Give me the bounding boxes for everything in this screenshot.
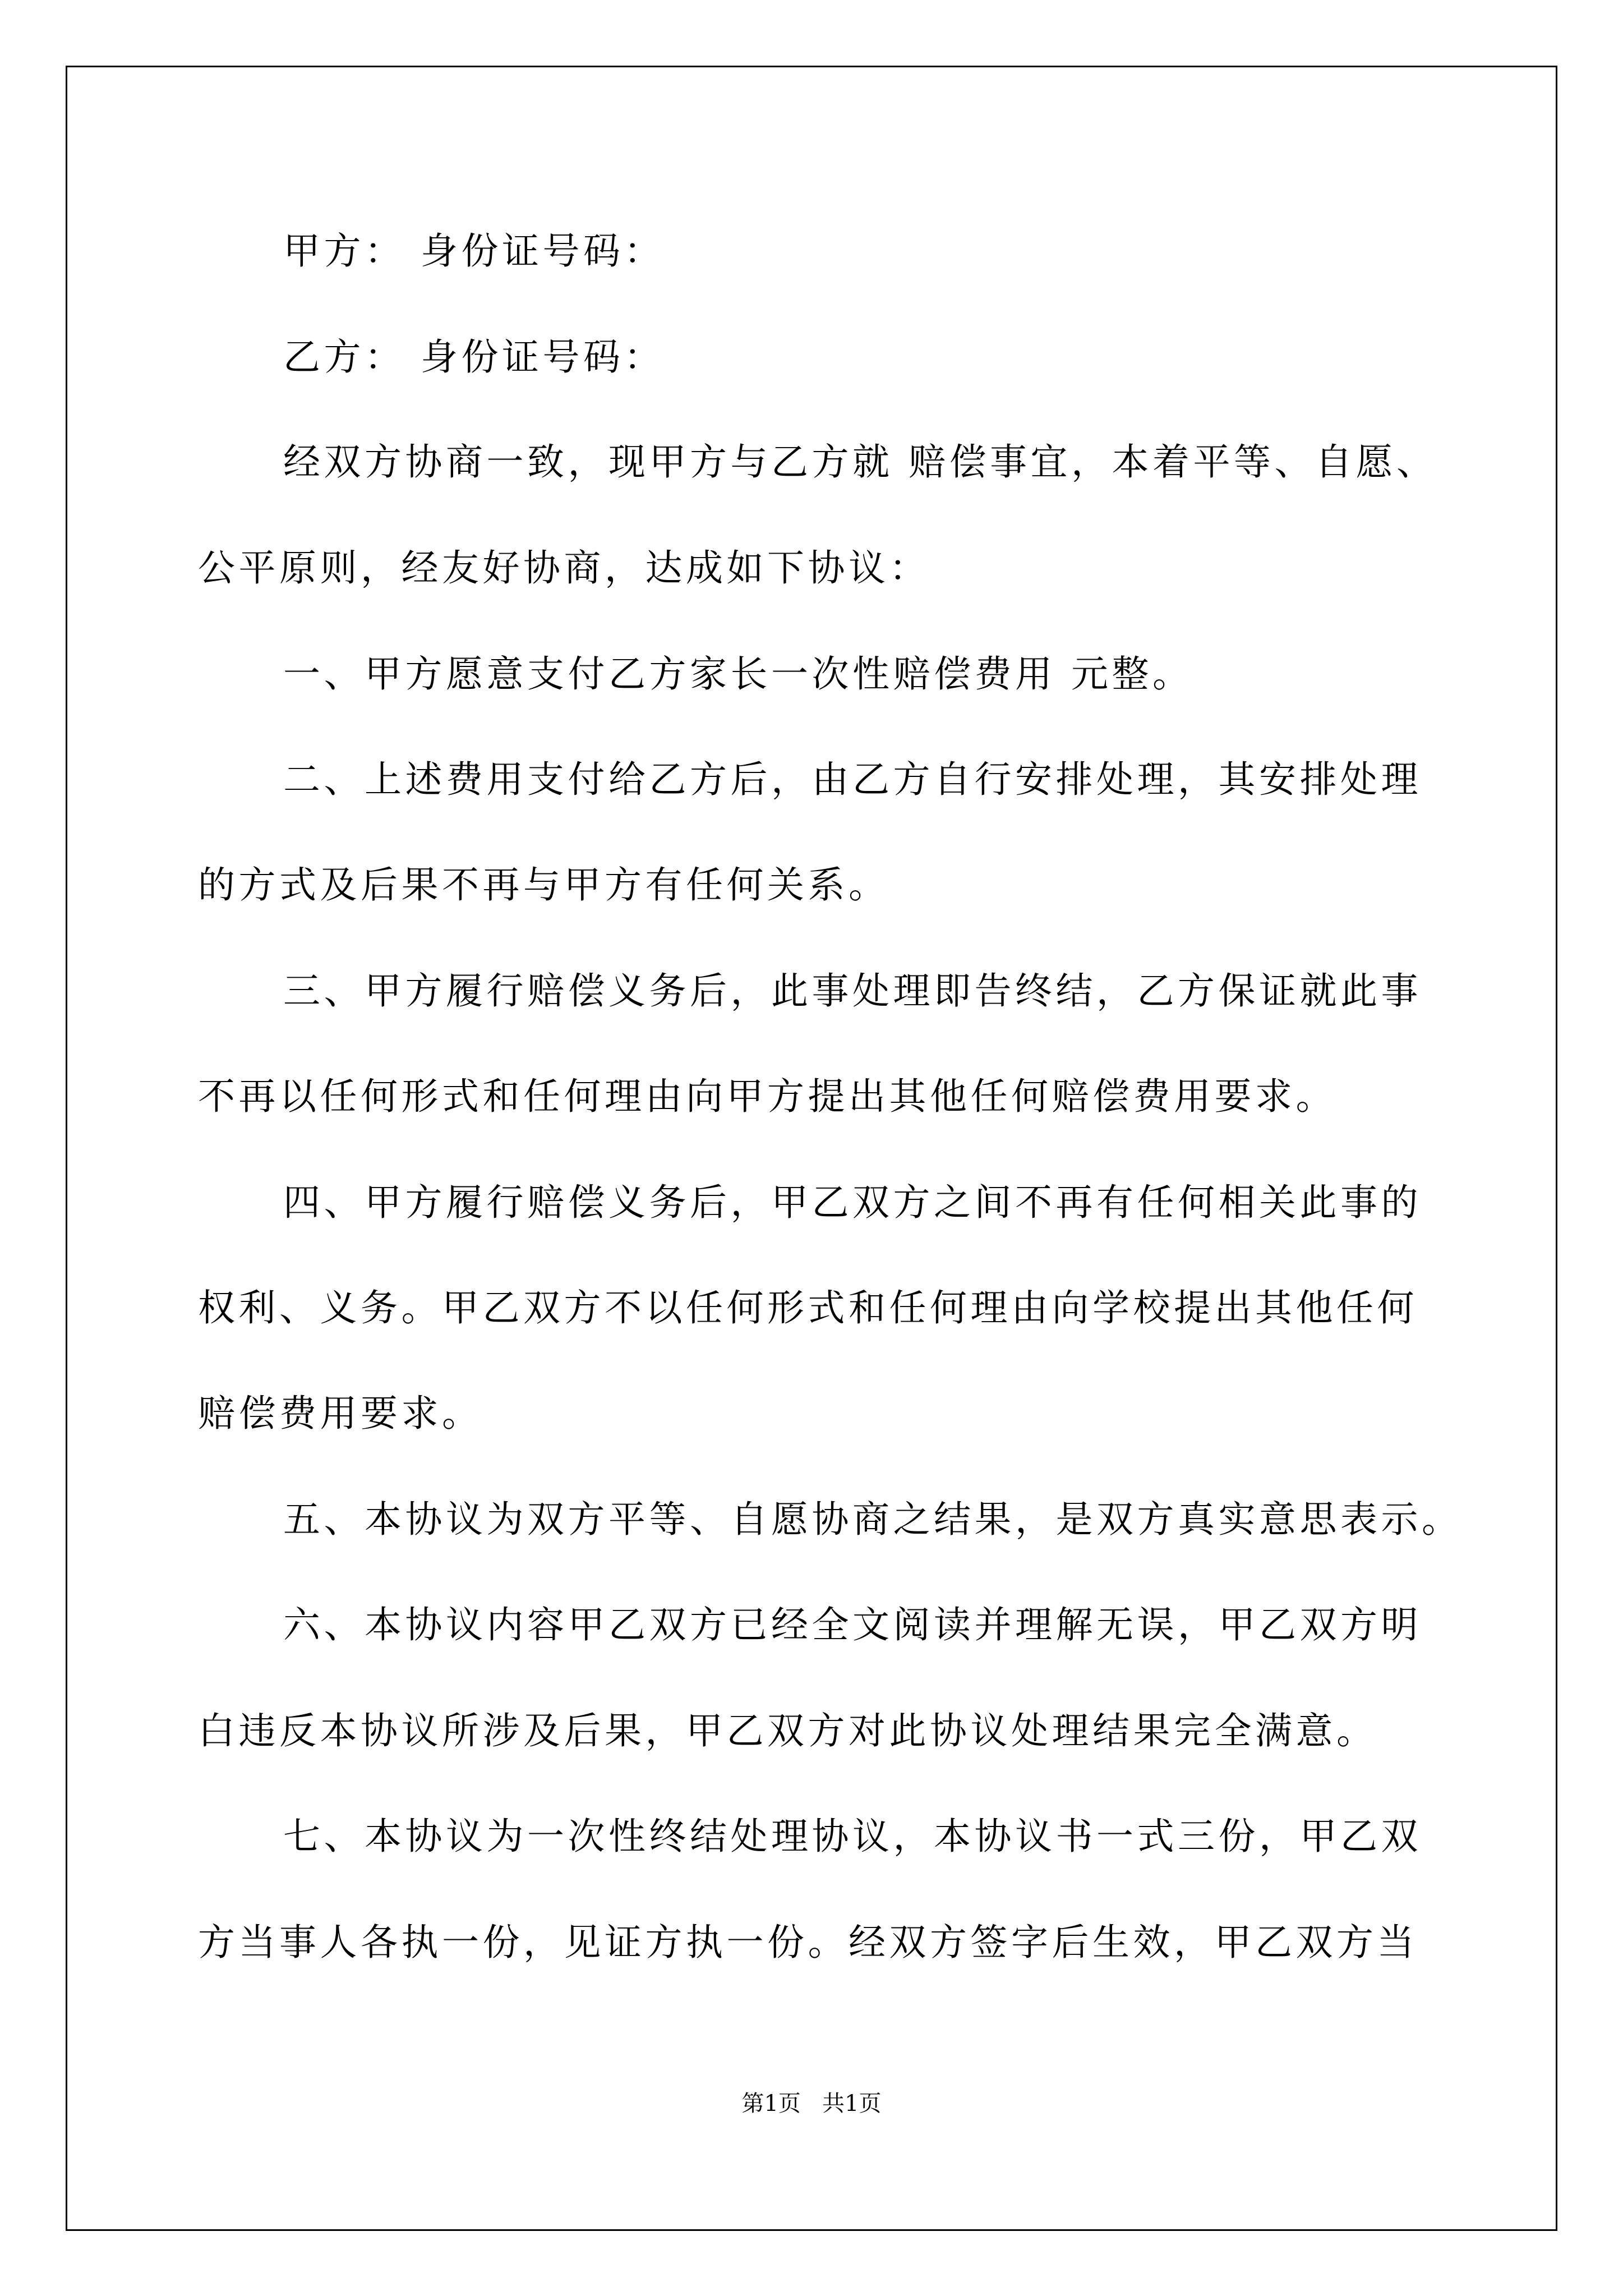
- page-border: [66, 66, 1557, 2231]
- clause-2-line-1: 二、上述费用支付给乙方后，由乙方自行安排处理，其安排处理: [283, 758, 1422, 801]
- clause-3-line-2: 不再以任何形式和任何理由向甲方提出其他任何赔偿费用要求。: [198, 1075, 1336, 1118]
- clause-3-line-1: 三、甲方履行赔偿义务后，此事处理即告终结，乙方保证就此事: [283, 969, 1422, 1013]
- preamble-line-1: 经双方协商一致，现甲方与乙方就 赔偿事宜，本着平等、自愿、: [283, 440, 1437, 484]
- clause-1-line-1: 一、甲方愿意支付乙方家长一次性赔偿费用 元整。: [283, 652, 1193, 696]
- party-b-line: 乙方： 身份证号码：: [283, 335, 665, 379]
- clause-7-line-2: 方当事人各执一份，见证方执一份。经双方签字后生效，甲乙双方当: [198, 1921, 1418, 1964]
- clause-4-line-3: 赔偿费用要求。: [198, 1392, 483, 1435]
- page-number-footer: 第1页 共1页: [741, 2091, 882, 2116]
- preamble-line-2: 公平原则，经友好协商，达成如下协议：: [198, 546, 930, 590]
- clause-5-line-1: 五、本协议为双方平等、自愿协商之结果，是双方真实意思表示。: [283, 1498, 1463, 1541]
- clause-4-line-1: 四、甲方履行赔偿义务后，甲乙双方之间不再有任何相关此事的: [283, 1181, 1422, 1224]
- clause-6-line-1: 六、本协议内容甲乙双方已经全文阅读并理解无误，甲乙双方明: [283, 1603, 1422, 1646]
- clause-2-line-2: 的方式及后果不再与甲方有任何关系。: [198, 863, 889, 907]
- clause-4-line-2: 权利、义务。甲乙双方不以任何形式和任何理由向学校提出其他任何: [198, 1286, 1418, 1329]
- clause-6-line-2: 白违反本协议所涉及后果，甲乙双方对此协议处理结果完全满意。: [198, 1709, 1377, 1752]
- clause-7-line-1: 七、本协议为一次性终结处理协议，本协议书一式三份，甲乙双: [283, 1815, 1422, 1858]
- party-a-line: 甲方： 身份证号码：: [283, 229, 665, 273]
